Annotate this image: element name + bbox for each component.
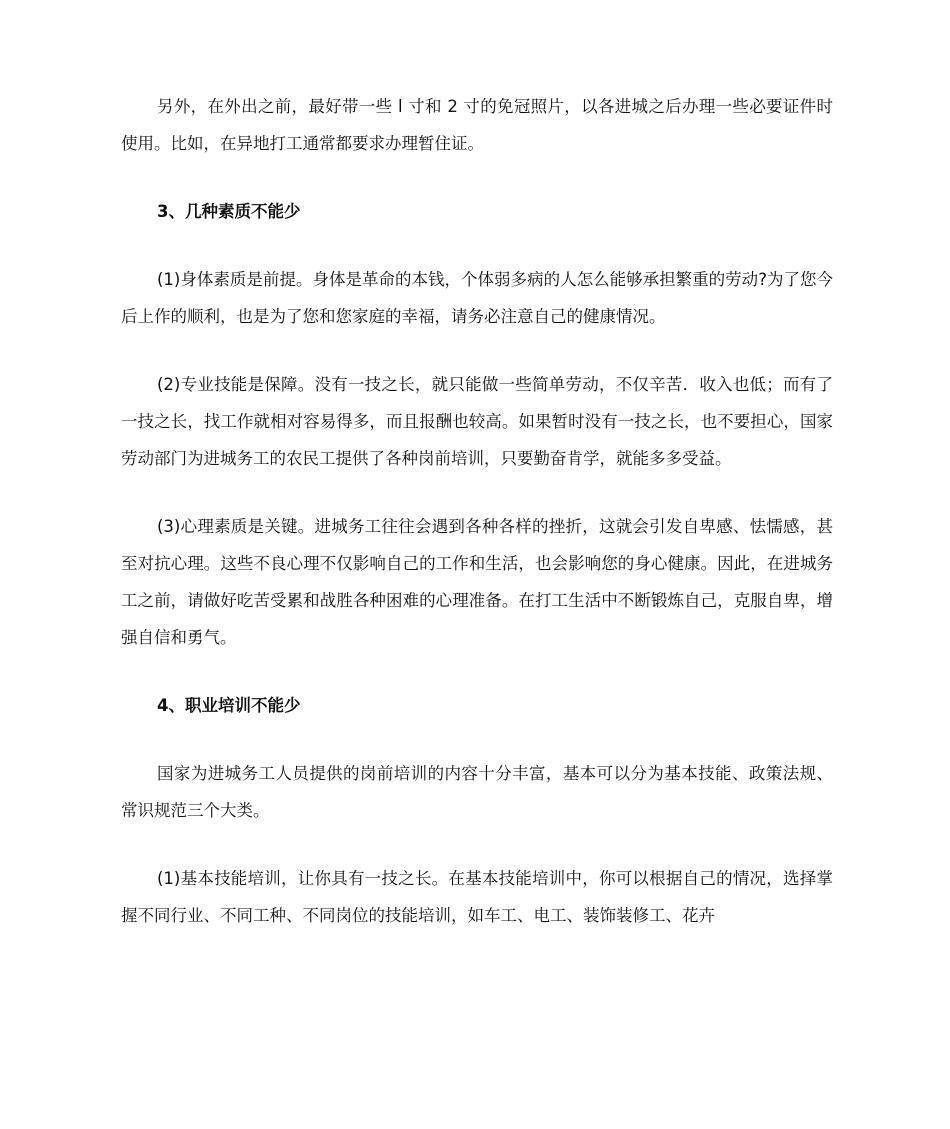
document-body (121, 88, 833, 934)
section-heading-qualities: 3、几种素质不能少 (157, 202, 301, 221)
paragraph-professional-skills: (2)专业技能是保障。没有一技之长，就只能做一些简单劳动，不仅辛苦．收入也低；而有了一技之长，找工作就相对容易得多，而且报酬也较高。如果暂时没有一技之长，也不要担心，国家劳动部门为进城务工的农民工提供了各种岗前培训，只要勤奋肯学，就能多多受益。 (121, 375, 833, 468)
paragraph-physical-quality: (1)身体素质是前提。身体是革命的本钱，个体弱多病的人怎么能够承担繁重的劳动?为了您今后上作的顺利，也是为了您和您家庭的幸福，请务必注意自己的健康情况。 (121, 270, 833, 326)
paragraph-photos: 另外，在外出之前，最好带一些 l 寸和 2 寸的免冠照片，以各进城之后办理一些必要证件时使用。比如，在异地打工通常都要求办理暂住证。 (121, 97, 833, 153)
paragraph-psychological-quality: (3)心理素质是关键。进城务工往往会遇到各种各样的挫折，这就会引发自卑感、怯懦感，甚至对抗心理。这些不良心理不仅影响自己的工作和生活，也会影响您的身心健康。因此，在进城务工之前，请做好吃苦受累和战胜各种困难的心理准备。在打工生活中不断锻炼自己，克服自卑，增强自信和勇气。 (121, 517, 833, 647)
section-heading-training: 4、职业培训不能少 (157, 696, 301, 715)
paragraph-training-overview: 国家为进城务工人员提供的岗前培训的内容十分丰富，基本可以分为基本技能、政策法规、常识规范三个大类。 (121, 764, 833, 820)
paragraph-basic-skills-training: (1)基本技能培训，让你具有一技之长。在基本技能培训中，你可以根据自己的情况，选择掌握不同行业、不同工种、不同岗位的技能培训，如车工、电工、装饰装修工、花卉 (121, 869, 833, 925)
